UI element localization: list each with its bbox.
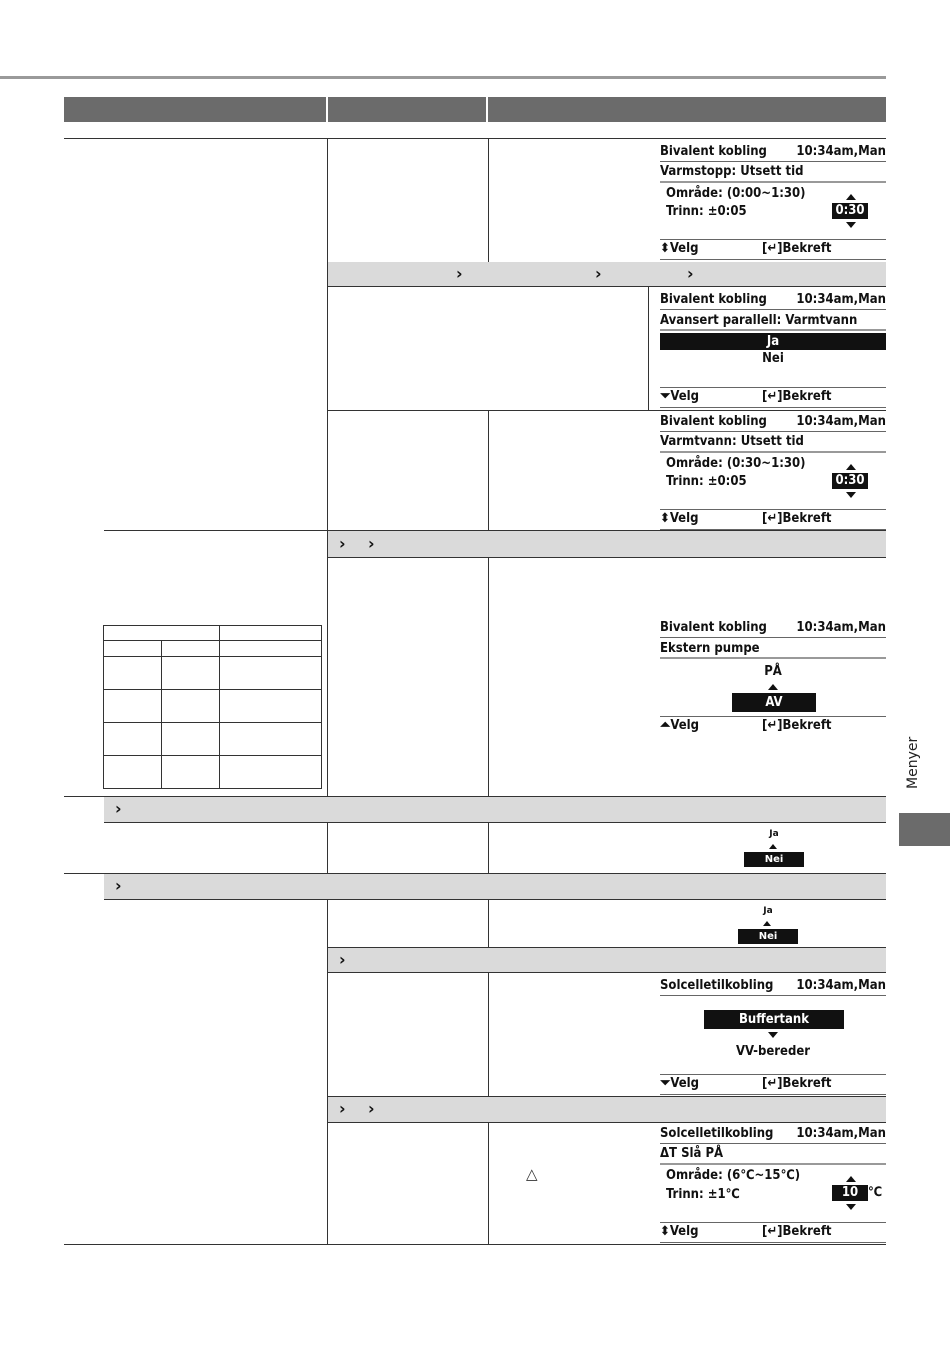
lcd-screen-ekstern-pumpe	[660, 620, 886, 740]
step-text: Trinn: ±0:05	[666, 474, 747, 489]
option-selected[interactable]: AV	[732, 693, 816, 712]
col-divider	[488, 972, 489, 1096]
range-text: Område: (0:00~1:30)	[666, 186, 806, 201]
arrow-up-icon	[763, 921, 771, 926]
value-spinner[interactable]: 0:30	[832, 203, 868, 219]
option-other[interactable]: Nei	[762, 351, 784, 366]
nav-select: Velg	[670, 1076, 700, 1091]
mode-table	[103, 625, 322, 789]
table-header-col2	[328, 97, 486, 122]
nav-confirm: [↵]Bekreft	[762, 511, 832, 526]
nav-select: Velg	[670, 389, 700, 404]
delta-icon: △	[526, 1165, 538, 1183]
screen-title: Solcelletilkobling	[660, 1126, 774, 1141]
row-divider	[104, 822, 886, 823]
screen-time: 10:34am,Man	[796, 414, 886, 429]
option-other[interactable]: VV-bereder	[735, 1044, 811, 1059]
lcd-screen-avansert-parallell	[660, 292, 886, 408]
screen-subtitle: Avansert parallell: Varmtvann	[660, 313, 858, 328]
screen-title: Bivalent kobling	[660, 292, 767, 307]
col-divider	[488, 822, 489, 874]
value-spinner[interactable]: 0:30	[832, 473, 868, 489]
col-divider	[648, 286, 649, 410]
breadcrumb-row: ›	[104, 797, 886, 822]
screen-subtitle: Varmtvann: Utsett tid	[660, 434, 804, 449]
down-icon: ⏷	[660, 1076, 671, 1091]
side-tab-label: Menyer	[905, 736, 921, 789]
col-divider	[488, 410, 489, 530]
nav-confirm: [↵]Bekreft	[762, 389, 832, 404]
range-text: Område: (6℃~15℃)	[666, 1168, 801, 1183]
nav-confirm: [↵]Bekreft	[762, 1224, 832, 1239]
screen-subtitle: Varmstopp: Utsett tid	[660, 164, 804, 179]
row-divider	[328, 286, 886, 287]
screen-time: 10:34am,Man	[796, 978, 886, 993]
row-divider	[328, 1096, 886, 1097]
col-divider	[488, 138, 489, 262]
nav-confirm: [↵]Bekreft	[762, 1076, 832, 1091]
option-other[interactable]: PÅ	[764, 664, 782, 679]
option-selected[interactable]: Ja	[660, 333, 886, 350]
mini-toggle-2	[738, 906, 798, 946]
nav-select: Velg	[669, 511, 699, 526]
col-divider	[488, 1122, 489, 1244]
screen-title: Bivalent kobling	[660, 414, 767, 429]
option-selected[interactable]: Buffertank	[704, 1010, 844, 1029]
breadcrumb-row: › › ›	[328, 262, 886, 286]
table-bottom-rule	[64, 1244, 886, 1245]
value-spinner[interactable]: 10	[832, 1185, 868, 1201]
screen-time: 10:34am,Man	[796, 620, 886, 635]
option-other[interactable]: Ja	[763, 906, 773, 916]
screen-time: 10:34am,Man	[796, 292, 886, 307]
breadcrumb-row: › ›	[328, 1097, 886, 1122]
breadcrumb-row: ›	[328, 948, 886, 972]
arrow-down-icon	[846, 492, 856, 498]
up-icon: ⏶	[660, 718, 671, 733]
arrow-up-icon	[846, 464, 856, 470]
down-icon: ⏷	[660, 389, 671, 404]
option-other[interactable]: Ja	[769, 829, 779, 839]
nav-select: Velg	[670, 718, 700, 733]
option-selected[interactable]: Nei	[744, 852, 804, 867]
updown-icon: ⬍	[660, 511, 670, 526]
arrow-down-icon	[768, 1032, 778, 1038]
lcd-screen-solcelle-tank	[660, 978, 886, 1094]
row-divider	[328, 972, 886, 973]
col-divider	[488, 557, 489, 797]
screen-subtitle: ΔT Slå PÅ	[660, 1146, 724, 1161]
updown-icon: ⬍	[660, 1224, 670, 1239]
lcd-screen-varmtvann-utsett	[660, 414, 886, 530]
screen-title: Bivalent kobling	[660, 144, 767, 159]
range-text: Område: (0:30~1:30)	[666, 456, 806, 471]
row-divider	[328, 1122, 886, 1123]
unit-text: ℃	[868, 1185, 883, 1200]
screen-title: Bivalent kobling	[660, 620, 767, 635]
screen-time: 10:34am,Man	[796, 1126, 886, 1141]
nav-select: Velg	[669, 241, 699, 256]
table-header-col3	[488, 97, 886, 122]
step-text: Trinn: ±1℃	[666, 1187, 740, 1202]
arrow-up-icon	[768, 684, 778, 690]
arrow-up-icon	[769, 844, 777, 849]
nav-confirm: [↵]Bekreft	[762, 718, 832, 733]
nav-confirm: [↵]Bekreft	[762, 241, 832, 256]
row-divider	[328, 557, 886, 558]
lcd-screen-solcelle-delta	[660, 1126, 886, 1242]
lcd-screen-varmstopp	[660, 144, 886, 260]
nav-select: Velg	[669, 1224, 699, 1239]
arrow-up-icon	[846, 194, 856, 200]
option-selected[interactable]: Nei	[738, 929, 798, 944]
arrow-down-icon	[846, 1204, 856, 1210]
step-text: Trinn: ±0:05	[666, 204, 747, 219]
mini-toggle-1	[744, 829, 804, 869]
breadcrumb-row: ›	[104, 874, 886, 899]
updown-icon: ⬍	[660, 241, 670, 256]
table-header-col1	[64, 97, 326, 122]
breadcrumb-row: › ›	[328, 531, 886, 557]
side-tab[interactable]	[899, 813, 950, 846]
row-divider	[104, 899, 886, 900]
row-divider	[328, 410, 886, 411]
row-divider	[328, 947, 886, 948]
col-divider	[327, 822, 328, 874]
row-divider	[64, 138, 886, 139]
top-rule	[0, 76, 886, 79]
col-divider	[488, 899, 489, 947]
screen-time: 10:34am,Man	[796, 144, 886, 159]
arrow-down-icon	[846, 222, 856, 228]
screen-title: Solcelletilkobling	[660, 978, 774, 993]
screen-subtitle: Ekstern pumpe	[660, 641, 760, 656]
col-divider	[327, 138, 328, 798]
arrow-up-icon	[846, 1176, 856, 1182]
